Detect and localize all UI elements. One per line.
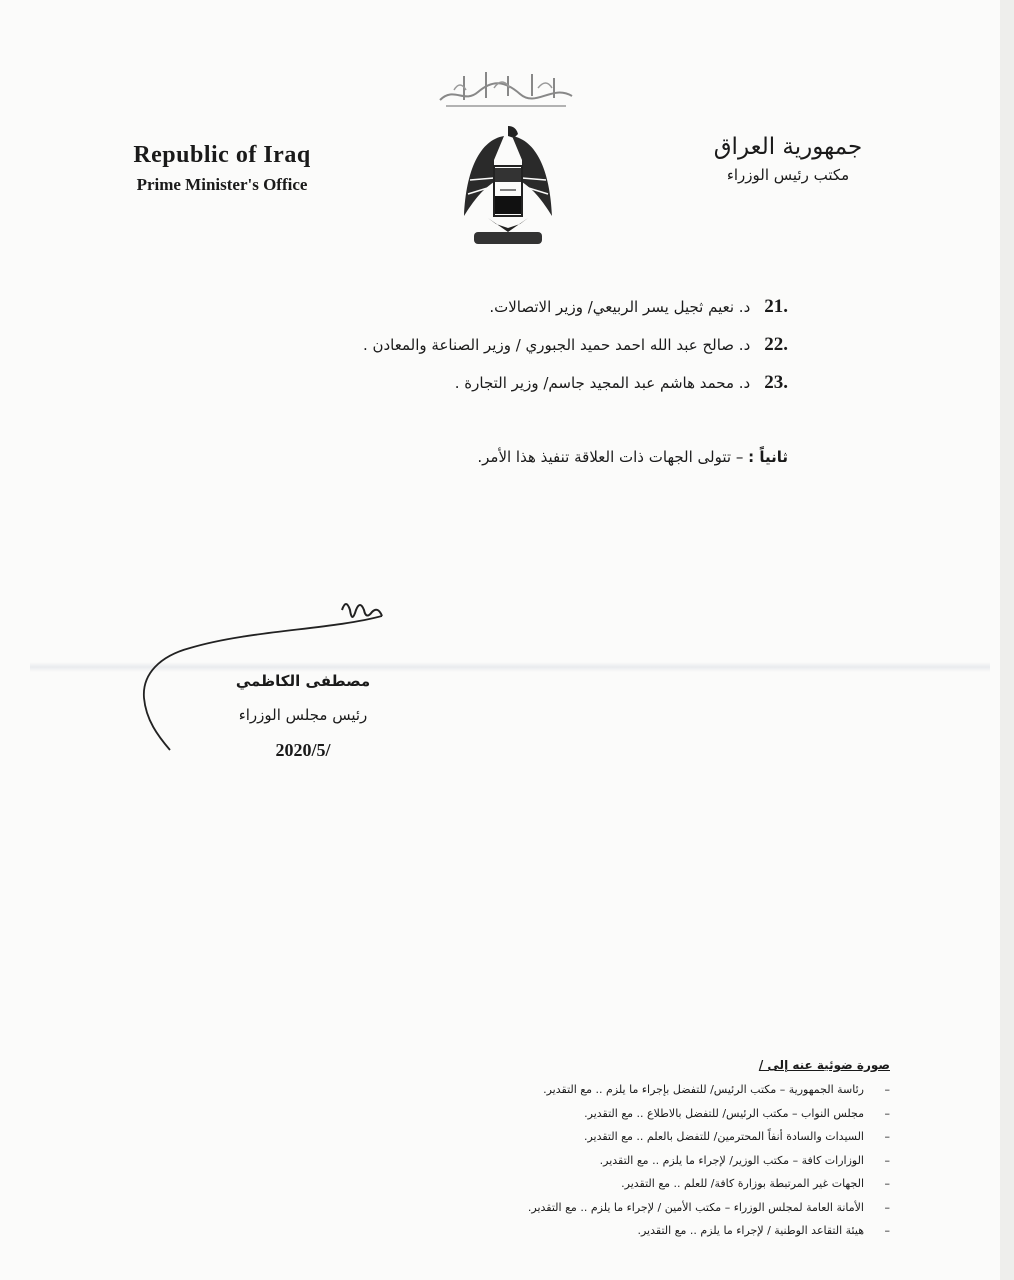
list-item: –السيدات والسادة أنفاً المحترمين/ للتفضل بالعلم .. مع التقدير. (583, 1130, 890, 1143)
copy-recipient: السيدات والسادة أنفاً المحترمين/ للتفضل بالعلم .. مع التقدير. (583, 1130, 864, 1143)
arabic-subtitle: مكتب رئيس الوزراء (726, 166, 850, 184)
list-item: –الجهات غير المرتبطة بوزارة كافة/ للعلم .. مع التقدير. (621, 1177, 890, 1190)
list-item: –الأمانة العامة لمجلس الوزراء – مكتب الأمين / لإجراء ما يلزم .. مع التقدير. (527, 1200, 890, 1214)
copy-recipient: رئاسة الجمهورية – مكتب الرئيس/ للتفضل بإجراء ما يلزم .. مع التقدير. (543, 1083, 864, 1096)
signer-name: مصطفى الكاظمي (235, 672, 371, 690)
copy-recipient: الأمانة العامة لمجلس الوزراء – مكتب الأمين / لإجراء ما يلزم .. مع التقدير. (527, 1200, 864, 1214)
item-text: د. صالح عبد الله احمد حميد الجبوري / وزير الصناعة والمعادن . (362, 336, 751, 354)
item-number: 21. (764, 296, 788, 317)
signature-block (220, 672, 386, 761)
list-item (363, 370, 788, 408)
list-item (363, 294, 788, 332)
document-date: 2020/5/ (275, 740, 331, 760)
eagle-emblem-icon (460, 120, 556, 250)
copy-recipient: مجلس النواب – مكتب الرئيس/ للتفضل بالاطلاع .. مع التقدير. (584, 1106, 864, 1120)
secondly-label: ثانياً : (748, 448, 788, 466)
secondly-clause (477, 448, 788, 466)
english-letterhead (106, 142, 338, 195)
list-item: –الوزارات كافة – مكتب الوزير/ لإجراء ما يلزم .. مع التقدير. (599, 1153, 890, 1167)
list-item: –رئاسة الجمهورية – مكتب الرئيس/ للتفضل بإجراء ما يلزم .. مع التقدير. (543, 1083, 890, 1096)
item-text: د. محمد هاشم عبد المجيد جاسم/ وزير التجارة . (454, 374, 751, 392)
copy-recipient: الوزارات كافة – مكتب الوزير/ لإجراء ما يلزم .. مع التقدير. (599, 1153, 864, 1167)
copy-recipient: هيئة التقاعد الوطنية / لإجراء ما يلزم .. مع التقدير. (637, 1224, 864, 1237)
item-number: 22. (764, 334, 788, 355)
arabic-title: جمهورية العراق (713, 134, 863, 160)
english-subtitle: Prime Minister's Office (136, 175, 308, 194)
basmala-calligraphy (434, 66, 578, 110)
secondly-text: – تتولى الجهات ذات العلاقة تنفيذ هذا الأمر. (477, 448, 744, 466)
list-item: –هيئة التقاعد الوطنية / لإجراء ما يلزم .. مع التقدير. (637, 1224, 890, 1237)
numbered-list (363, 294, 788, 408)
list-item: –مجلس النواب – مكتب الرئيس/ للتفضل بالاطلاع .. مع التقدير. (584, 1106, 890, 1120)
item-text: د. نعيم ثجيل يسر الربيعي/ وزير الاتصالات. (489, 298, 751, 316)
signer-title: رئيس مجلس الوزراء (238, 706, 368, 724)
item-number: 23. (764, 372, 788, 393)
copies-heading: صورة ضوئية عنه إلى / (758, 1058, 890, 1072)
english-title: Republic of Iraq (133, 142, 311, 168)
copies-to-section (528, 1058, 890, 1245)
arabic-letterhead (668, 134, 908, 184)
list-item (363, 332, 788, 370)
copy-recipient: الجهات غير المرتبطة بوزارة كافة/ للعلم .. مع التقدير. (621, 1177, 864, 1190)
